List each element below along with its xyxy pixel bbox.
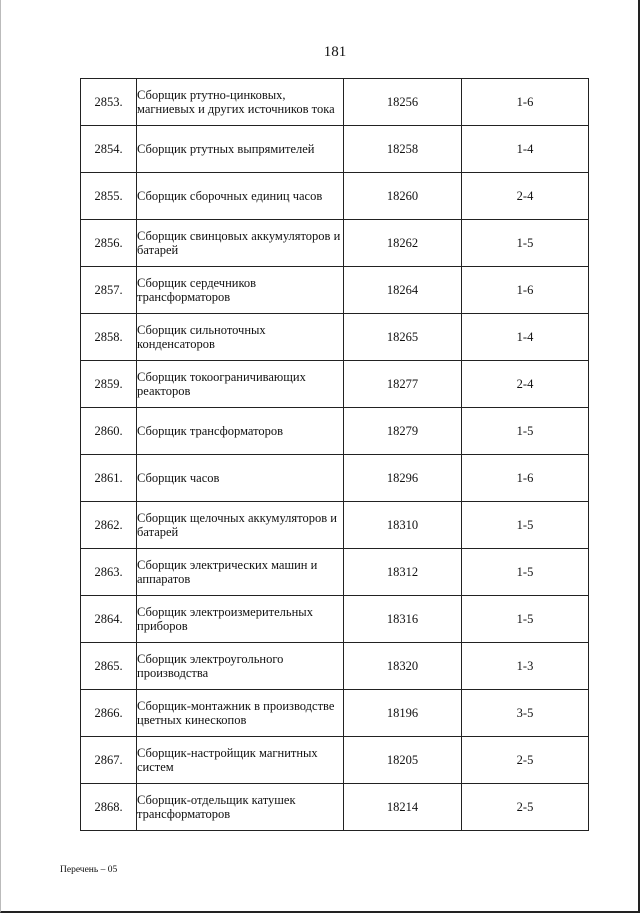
profession-code: 18296	[344, 455, 462, 502]
table-row	[81, 408, 589, 455]
table-row	[81, 79, 589, 126]
profession-name: Сборщик трансформаторов	[137, 408, 344, 455]
row-number: 2866.	[81, 690, 137, 737]
profession-name: Сборщик сильноточных конденсаторов	[137, 314, 344, 361]
table-row	[81, 314, 589, 361]
grade-range: 2-5	[462, 737, 589, 784]
row-number: 2862.	[81, 502, 137, 549]
page-number: 181	[323, 44, 347, 60]
row-number: 2857.	[81, 267, 137, 314]
grade-range: 1-3	[462, 643, 589, 690]
profession-code: 18258	[344, 126, 462, 173]
table-row	[81, 220, 589, 267]
profession-name: Сборщик ртутно-цинковых, магниевых и других источников тока	[137, 79, 344, 126]
table-row	[81, 361, 589, 408]
profession-code: 18260	[344, 173, 462, 220]
profession-name: Сборщик часов	[137, 455, 344, 502]
row-number: 2867.	[81, 737, 137, 784]
row-number: 2856.	[81, 220, 137, 267]
grade-range: 2-4	[462, 173, 589, 220]
professions-table	[80, 78, 589, 831]
profession-name: Сборщик электрических машин и аппаратов	[137, 549, 344, 596]
grade-range: 1-4	[462, 126, 589, 173]
row-number: 2853.	[81, 79, 137, 126]
grade-range: 1-6	[462, 455, 589, 502]
profession-name: Сборщик токоограничивающих реакторов	[137, 361, 344, 408]
grade-range: 1-6	[462, 79, 589, 126]
row-number: 2864.	[81, 596, 137, 643]
profession-code: 18316	[344, 596, 462, 643]
table-row	[81, 455, 589, 502]
profession-code: 18279	[344, 408, 462, 455]
profession-name: Сборщик-отдельщик катушек трансформаторов	[137, 784, 344, 831]
table-body	[81, 79, 589, 831]
profession-name: Сборщик ртутных выпрямителей	[137, 126, 344, 173]
profession-code: 18312	[344, 549, 462, 596]
profession-code: 18277	[344, 361, 462, 408]
profession-code: 18205	[344, 737, 462, 784]
profession-name: Сборщик-настройщик магнитных систем	[137, 737, 344, 784]
profession-name: Сборщик-монтажник в производстве цветных кинескопов	[137, 690, 344, 737]
profession-name: Сборщик электроизмерительных приборов	[137, 596, 344, 643]
row-number: 2858.	[81, 314, 137, 361]
grade-range: 1-5	[462, 596, 589, 643]
row-number: 2863.	[81, 549, 137, 596]
row-number: 2861.	[81, 455, 137, 502]
profession-code: 18265	[344, 314, 462, 361]
row-number: 2859.	[81, 361, 137, 408]
profession-code: 18310	[344, 502, 462, 549]
profession-code: 18214	[344, 784, 462, 831]
grade-range: 2-4	[462, 361, 589, 408]
table-row	[81, 126, 589, 173]
table-row	[81, 643, 589, 690]
profession-name: Сборщик свинцовых аккумуляторов и батарей	[137, 220, 344, 267]
table-row	[81, 173, 589, 220]
grade-range: 3-5	[462, 690, 589, 737]
profession-code: 18264	[344, 267, 462, 314]
table-row	[81, 267, 589, 314]
table-row	[81, 690, 589, 737]
row-number: 2865.	[81, 643, 137, 690]
grade-range: 1-5	[462, 408, 589, 455]
grade-range: 1-6	[462, 267, 589, 314]
row-number: 2860.	[81, 408, 137, 455]
footer-label: Перечень – 05	[60, 865, 118, 875]
profession-code: 18320	[344, 643, 462, 690]
profession-name: Сборщик щелочных аккумуляторов и батарей	[137, 502, 344, 549]
table-row	[81, 784, 589, 831]
profession-name: Сборщик сборочных единиц часов	[137, 173, 344, 220]
profession-code: 18262	[344, 220, 462, 267]
profession-name: Сборщик сердечников трансформаторов	[137, 267, 344, 314]
profession-name: Сборщик электроугольного производства	[137, 643, 344, 690]
table-row	[81, 596, 589, 643]
grade-range: 1-5	[462, 220, 589, 267]
profession-code: 18256	[344, 79, 462, 126]
row-number: 2855.	[81, 173, 137, 220]
table-row	[81, 549, 589, 596]
grade-range: 1-5	[462, 502, 589, 549]
row-number: 2854.	[81, 126, 137, 173]
table-row	[81, 502, 589, 549]
table-row	[81, 737, 589, 784]
grade-range: 1-5	[462, 549, 589, 596]
row-number: 2868.	[81, 784, 137, 831]
grade-range: 2-5	[462, 784, 589, 831]
profession-code: 18196	[344, 690, 462, 737]
grade-range: 1-4	[462, 314, 589, 361]
